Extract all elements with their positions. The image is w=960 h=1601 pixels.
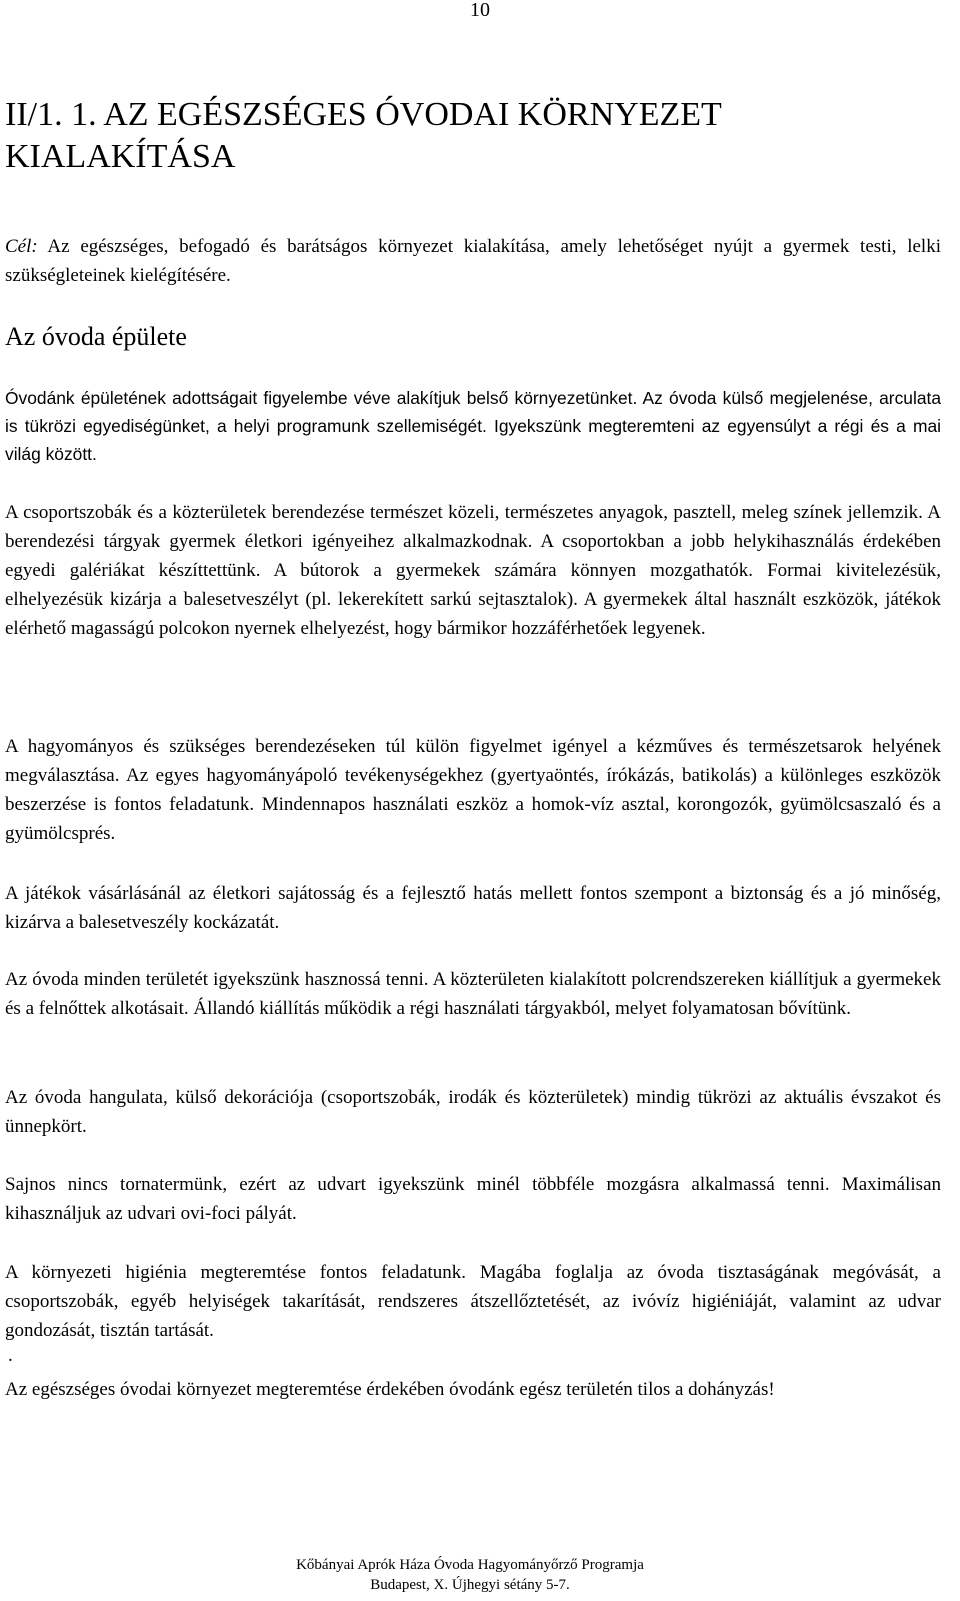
paragraph-smoking: Az egészséges óvodai környezet megteremtése érdekében óvodánk egész területén tilos a dohányzás! <box>5 1379 775 1400</box>
chapter-title: II/1. 1. AZ EGÉSZSÉGES ÓVODAI KÖRNYEZET KIALAKÍTÁSA <box>5 96 722 175</box>
footer-line-2: Budapest, X. Újhegyi sétány 5-7. <box>370 1577 570 1593</box>
paragraph-yard: Sajnos nincs tornatermünk, ezért az udvart igyekszünk minél többféle mozgásra alkalmassá tenni. Maximálisan kihasználjuk az udvari ovi-foci pályát. <box>5 1174 941 1224</box>
page-number: 10 <box>470 0 490 21</box>
section-heading: Az óvoda épülete <box>5 322 187 351</box>
paragraph-furnishing: A csoportszobák és a közterületek berendezése természet közeli, természetes anyagok, pasztell, meleg színek jellemzik. A berendezési tárgyak gyermek életkori igényeihez alkalmazkodnak. A csoportokban a jobb helykihasználás érdekében egyedi galériákat készíttettünk. A bútorok a gyermekek számára könnyen mozgathatók. Formai kivitelezésük, elhelyezésük kizárja a balesetveszélyt (pl. lekerekített sarkú sejtasztalok). A gyermekek által használt eszközök, játékok elérhető magasságú polcokon nyernek elhelyezést, hogy bármikor hozzáférhetőek legyenek. <box>5 502 941 639</box>
stray-dot: . <box>8 1345 13 1366</box>
goal-text: Az egészséges, befogadó és barátságos környezet kialakítása, amely lehetőséget nyújt a gyermek testi, lelki szükségleteinek kielégítésére. <box>5 236 941 286</box>
paragraph-hygiene: A környezeti higiénia megteremtése fontos feladatunk. Magába foglalja az óvoda tisztaságának megóvását, a csoportszobák, egyéb helyiségek takarítását, rendszeres átszellőztetését, az ivóvíz higiéniáját, valamint az udvar gondozását, tisztán tartását. <box>5 1262 941 1341</box>
goal-paragraph <box>5 232 941 290</box>
paragraph-craft-corner: A hagyományos és szükséges berendezéseken túl külön figyelmet igényel a kézműves és természetsarok helyének megválasztása. Az egyes hagyományápoló tevékenységekhez (gyertyaöntés, írókázás, batikolás) a különleges eszközök beszerzése is fontos feladatunk. Mindennapos használati eszköz a homok-víz asztal, korongozók, gyümölcsaszaló és a gyümölcsprés. <box>5 736 941 844</box>
footer <box>0 1555 940 1595</box>
paragraph-building: Óvodánk épületének adottságait figyelembe véve alakítjuk belső környezetünket. Az óvoda külső megjelenése, arculata is tükrözi egyediségünket, a helyi programunk szellemiségét. Igyekszünk megteremteni az egyensúlyt a régi és a mai világ között. <box>5 388 941 464</box>
paragraph-toys: A játékok vásárlásánál az életkori sajátosság és a fejlesztő hatás mellett fontos szempont a biztonság és a jó minőség, kizárva a balesetveszély kockázatát. <box>5 883 941 933</box>
goal-label: Cél: <box>5 236 38 257</box>
paragraph-decoration: Az óvoda hangulata, külső dekorációja (csoportszobák, irodák és közterületek) mindig tükrözi az aktuális évszakot és ünnepkört. <box>5 1087 941 1137</box>
paragraph-exhibitions: Az óvoda minden területét igyekszünk hasznossá tenni. A közterületen kialakított polcrendszereken kiállítjuk a gyermekek és a felnőttek alkotásait. Állandó kiállítás működik a régi használati tárgyakból, melyet folyamatosan bővítünk. <box>5 969 941 1019</box>
footer-line-1: Kőbányai Aprók Háza Óvoda Hagyományőrző Programja <box>296 1557 644 1573</box>
